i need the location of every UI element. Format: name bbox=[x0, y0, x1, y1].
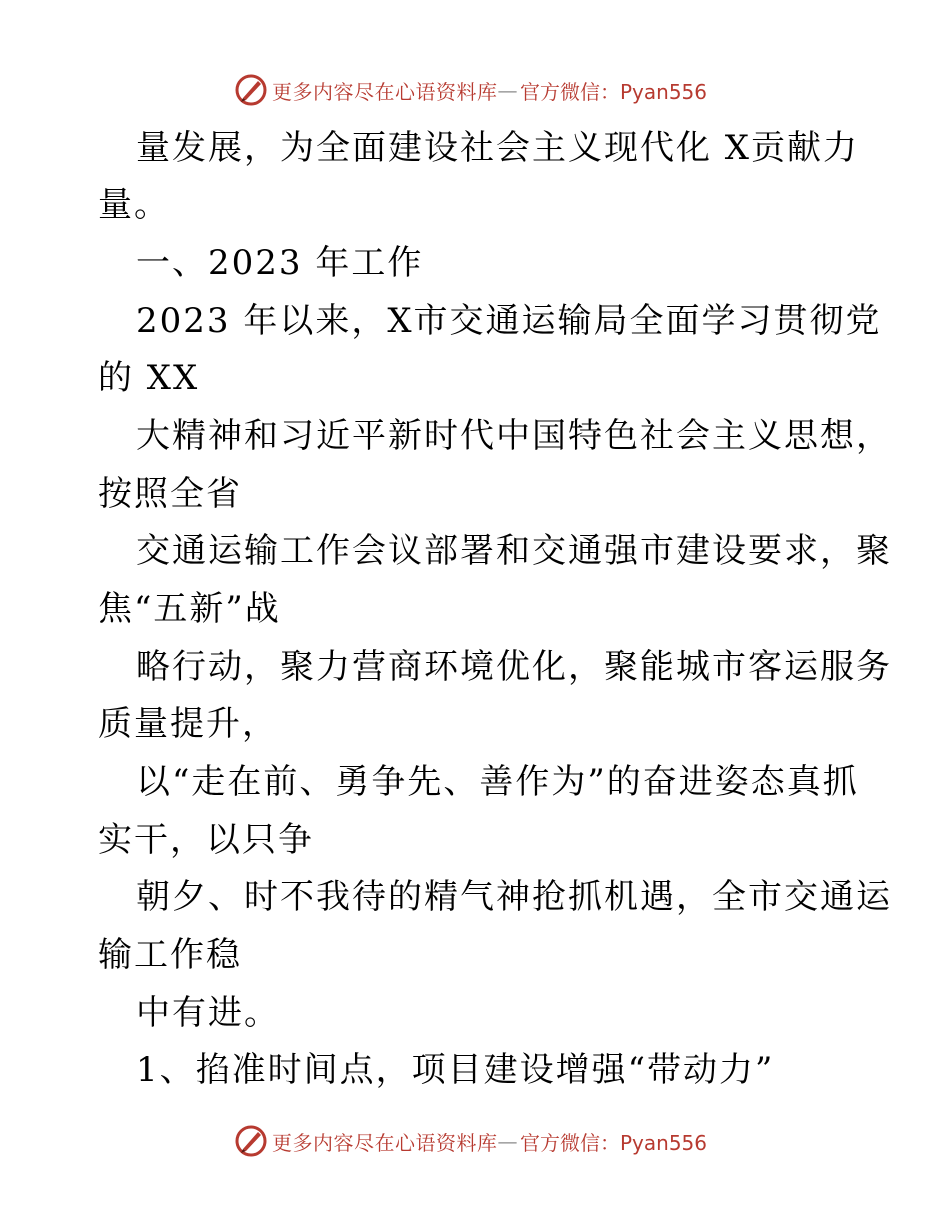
body-line: 2023 年以来，X市交通运输局全面学习贯彻党 bbox=[136, 301, 882, 341]
body-line: 的 XX bbox=[98, 358, 200, 398]
section-heading: 一、2023 年工作 bbox=[136, 243, 424, 283]
red-pen-logo-icon bbox=[234, 73, 268, 107]
body-line: 量发展，为全面建设社会主义现代化 X贡献力 bbox=[136, 128, 860, 168]
header-banner-text: 更多内容尽在心语资料库 bbox=[272, 79, 498, 104]
body-line: 输工作稳 bbox=[98, 935, 242, 975]
body-line: 质量提升， bbox=[98, 704, 278, 744]
red-pen-logo-icon bbox=[234, 1124, 268, 1158]
body-line: 略行动，聚力营商环境优化，聚能城市客运服务 bbox=[136, 647, 892, 687]
body-line: 量。 bbox=[98, 185, 170, 225]
body-line: 按照全省 bbox=[98, 474, 242, 514]
body-line: 朝夕、时不我待的精气神抢抓机遇，全市交通运 bbox=[136, 877, 892, 917]
body-line: 大精神和习近平新时代中国特色社会主义思想， bbox=[136, 416, 892, 456]
body-line: 交通运输工作会议部署和交通强市建设要求，聚 bbox=[136, 531, 892, 571]
body-line: 以“走在前、勇争先、善作为”的奋进姿态真抓 bbox=[136, 762, 859, 802]
footer-banner-text: 更多内容尽在心语资料库 bbox=[272, 1130, 498, 1155]
subsection-heading: 1、掐准时间点，项目建设增强“带动力” bbox=[136, 1050, 775, 1090]
header-banner-dash: — bbox=[497, 78, 518, 102]
header-banner-wechat: 官方微信：Pyan556 bbox=[520, 79, 708, 104]
footer-banner-wechat: 官方微信：Pyan556 bbox=[520, 1130, 708, 1155]
footer-banner-dash: — bbox=[497, 1129, 518, 1153]
body-line: 实干，以只争 bbox=[98, 820, 314, 860]
body-line: 中有进。 bbox=[136, 993, 280, 1033]
header-banner bbox=[234, 72, 707, 108]
footer-banner bbox=[234, 1123, 707, 1159]
body-line: 焦“五新”战 bbox=[98, 589, 281, 629]
